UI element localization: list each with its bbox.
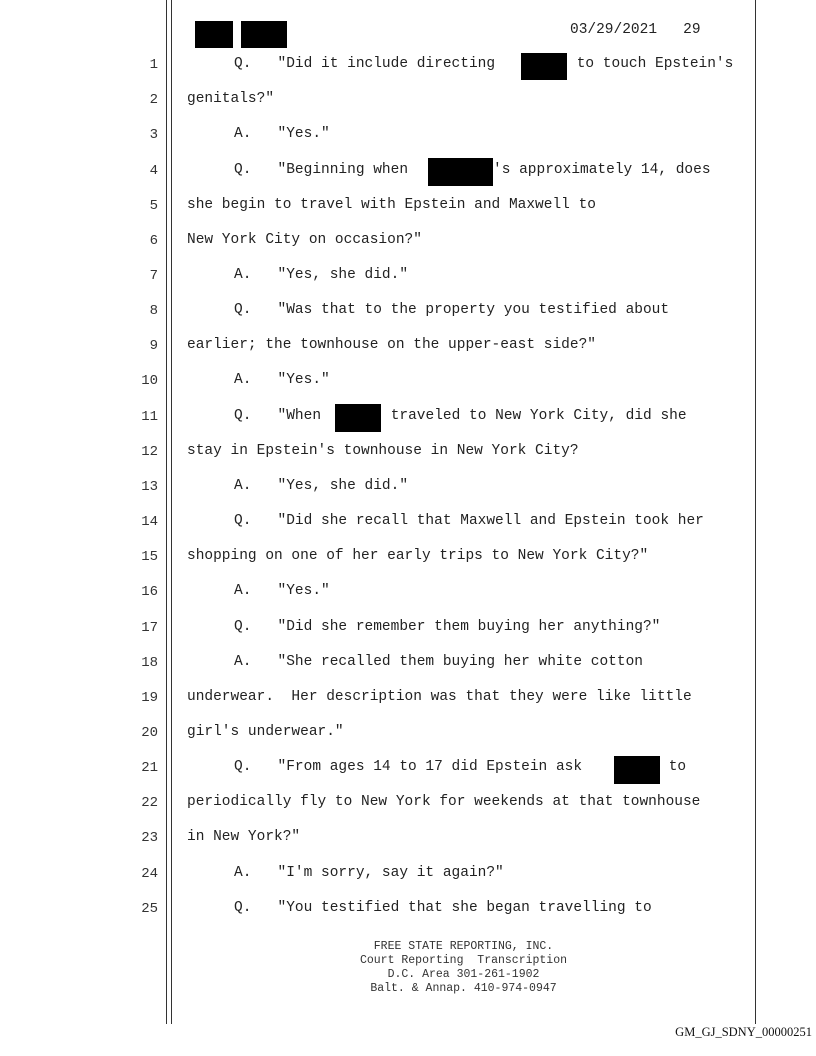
transcript-line-11b: traveled to New York City, did she xyxy=(382,408,687,424)
redaction-header-2 xyxy=(241,21,287,48)
transcript-line-13: A. "Yes, she did." xyxy=(234,478,409,494)
footer-company: FREE STATE REPORTING, INC. xyxy=(373,940,554,953)
line-number: 2 xyxy=(149,92,158,108)
transcript-line-4a: Q. "Beginning when xyxy=(234,162,417,178)
line-number: 11 xyxy=(141,409,158,425)
line-number: 23 xyxy=(141,830,158,846)
transcript-line-17: Q. "Did she remember them buying her anything?" xyxy=(234,619,661,635)
line-number: 9 xyxy=(149,338,158,354)
redaction-line-11 xyxy=(335,404,381,432)
transcript-line-9: earlier; the townhouse on the upper-east side?" xyxy=(187,337,596,353)
line-number: 15 xyxy=(141,549,158,565)
transcript-line-16: A. "Yes." xyxy=(234,583,330,599)
transcript-line-15: shopping on one of her early trips to New York City?" xyxy=(187,548,649,564)
line-number: 22 xyxy=(141,795,158,811)
footer-services: Court Reporting Transcription xyxy=(359,954,568,967)
reporter-footer xyxy=(172,940,755,996)
line-number: 14 xyxy=(141,514,158,530)
transcript-line-21a: Q. "From ages 14 to 17 did Epstein ask xyxy=(234,759,591,775)
line-number: 13 xyxy=(141,479,158,495)
transcript-line-14: Q. "Did she recall that Maxwell and Epstein took her xyxy=(234,513,704,529)
transcript-line-12: stay in Epstein's townhouse in New York City? xyxy=(187,443,579,459)
transcript-line-19: underwear. Her description was that they were like little xyxy=(187,689,692,705)
transcript-line-23: in New York?" xyxy=(187,829,301,845)
transcript-line-20: girl's underwear." xyxy=(187,724,344,740)
transcript-line-1b: to touch Epstein's xyxy=(568,56,734,72)
line-number: 8 xyxy=(149,303,158,319)
transcript-line-10: A. "Yes." xyxy=(234,372,330,388)
footer-dc-phone: D.C. Area 301-261-1902 xyxy=(387,968,540,981)
line-number: 24 xyxy=(141,866,158,882)
line-number: 18 xyxy=(141,655,158,671)
line-number: 1 xyxy=(149,57,158,73)
line-number: 7 xyxy=(149,268,158,284)
transcript-line-21b: to xyxy=(660,759,687,775)
transcript-line-18: A. "She recalled them buying her white cotton xyxy=(234,654,643,670)
line-number: 16 xyxy=(141,584,158,600)
transcript-line-11a: Q. "When xyxy=(234,408,330,424)
bates-number: GM_GJ_SDNY_00000251 xyxy=(675,1025,812,1039)
redaction-line-1 xyxy=(521,53,567,80)
transcript-line-25: Q. "You testified that she began travelling to xyxy=(234,900,652,916)
line-number: 19 xyxy=(141,690,158,706)
transcript-line-5: she begin to travel with Epstein and Maxwell to xyxy=(187,197,596,213)
line-number: 3 xyxy=(149,127,158,143)
transcript-line-3: A. "Yes." xyxy=(234,126,330,142)
transcript-line-6: New York City on occasion?" xyxy=(187,232,422,248)
redaction-header-1 xyxy=(195,21,233,48)
line-number: 21 xyxy=(141,760,158,776)
line-number: 10 xyxy=(141,373,158,389)
header-date-page: 03/29/2021 29 xyxy=(570,22,701,38)
line-number: 25 xyxy=(141,901,158,917)
transcript-line-24: A. "I'm sorry, say it again?" xyxy=(234,865,504,881)
transcript-line-4b: 's approximately 14, does xyxy=(493,162,711,178)
left-margin-rule-outer xyxy=(166,0,167,1024)
left-margin-rule-inner xyxy=(171,0,172,1024)
line-number: 4 xyxy=(149,163,158,179)
line-number: 5 xyxy=(149,198,158,214)
right-margin-rule xyxy=(755,0,756,1024)
transcript-line-7: A. "Yes, she did." xyxy=(234,267,409,283)
transcript-line-2: genitals?" xyxy=(187,91,275,107)
line-number: 20 xyxy=(141,725,158,741)
line-number: 17 xyxy=(141,620,158,636)
line-number: 6 xyxy=(149,233,158,249)
footer-balt-phone: Balt. & Annap. 410-974-0947 xyxy=(370,982,557,995)
redaction-line-4 xyxy=(428,158,493,186)
transcript-line-1a: Q. "Did it include directing xyxy=(234,56,504,72)
redaction-line-21 xyxy=(614,756,660,784)
transcript-line-22: periodically fly to New York for weekends at that townhouse xyxy=(187,794,701,810)
line-number: 12 xyxy=(141,444,158,460)
transcript-line-8: Q. "Was that to the property you testified about xyxy=(234,302,670,318)
